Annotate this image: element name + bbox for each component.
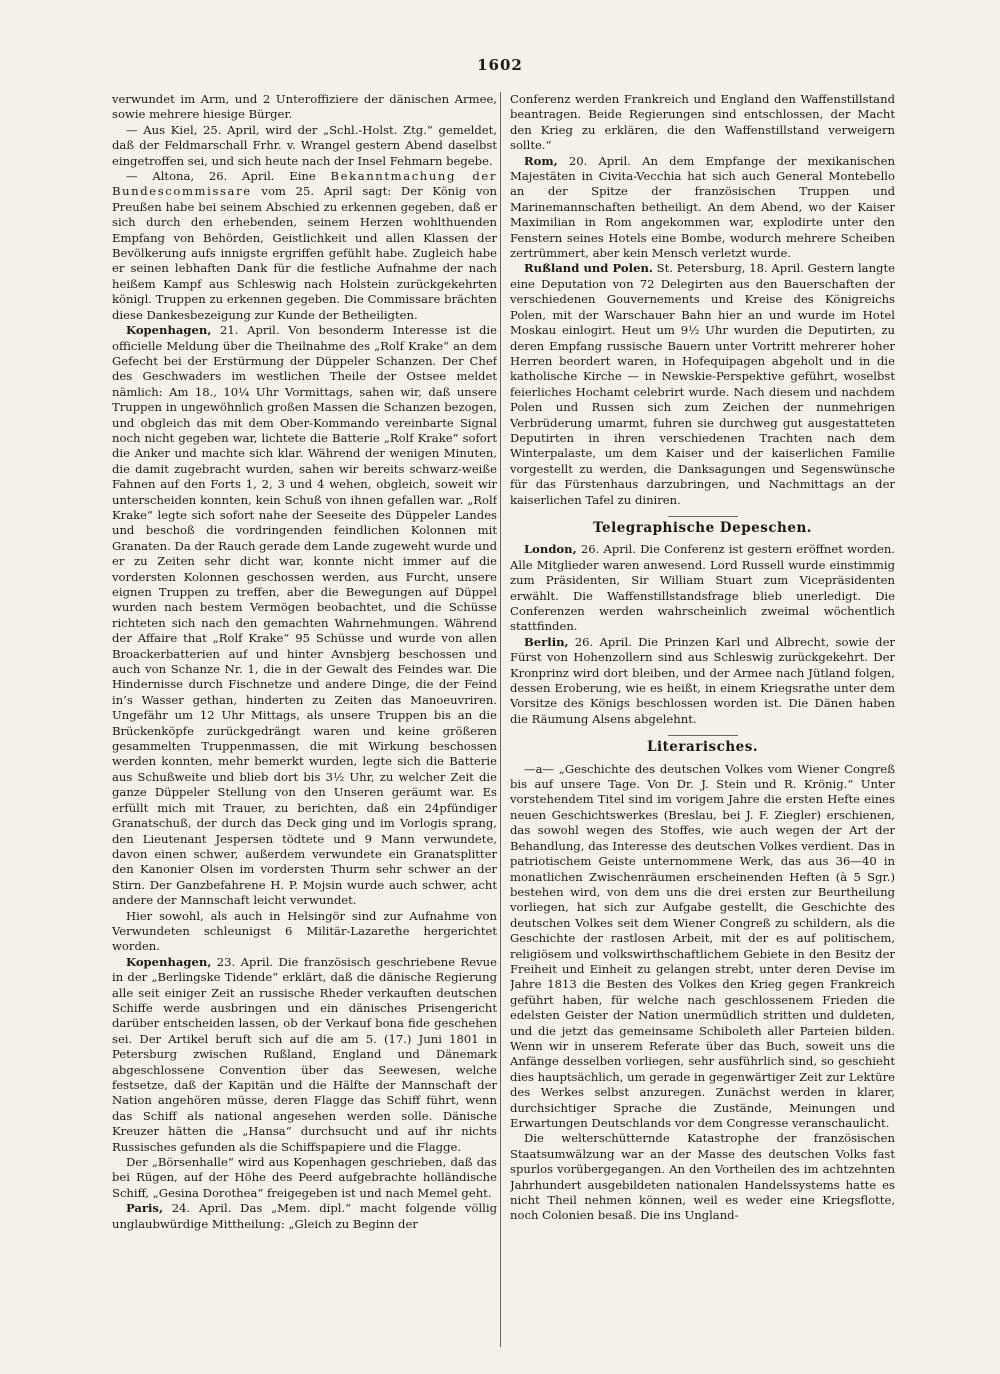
heading-literarisches: Literarisches. xyxy=(646,739,759,756)
dispatch-berlin: Berlin, 26. April. Die Prinzen Karl und Albrecht, sowie der Fürst von Hohenzollern sind aus Schleswig zurückgekehrt. Der Kronprinz wird dort bleiben, und der Armee nach Jütland folgen, dessen Eroberung, wie es heißt, in einem Kriegsrathe unter dem Vorsitze des Königs beschlossen worden ist. Die Dänen haben die Räumung Alsens abgelehnt. xyxy=(510,634,895,726)
review-geschichte-deutschen-volkes: —a— „Geschichte des deutschen Volkes vom Wiener Congreß bis auf unsere Tage. Von Dr. J. Stein und R. Krönig.“ Unter vorstehendem Titel sind im vorigem Jahre die ersten Hefte eines neuen Geschichtswerkes (Breslau, bei J. F. Ziegler) erschienen, das sowohl wegen des Stoffes, wie auch wegen der Art der Behandlung, das Interesse des deutschen Volkes verdient. Das in patriotischem Geiste unternommene Werk, das aus 36—40 in monatlichen Zwischenräumen erscheinenden Heften (à 5 Sgr.) bestehen wird, von dem uns die drei ersten zur Beurtheilung vorliegen, hat sich zur Aufgabe gestellt, die Geschichte des deutschen Volkes seit dem Wiener Congreß zu schildern, als die Geschichte der rastlosen Arbeit, mit der es auf politischem, religiösem und volkswirthschaftlichem Gebiete in den Besitz der Freiheit und Einheit zu gelangen strebt, unter deren Devise im Jahre 1813 die Besten des Volkes den Krieg gegen Frankreich geführt haben, für welche nach geschlossenem Frieden die edelsten Geister der Nation unermüdlich stritten und duldeten, und die jetzt das gemeinsame Schiboleth aller Parteien bilden. Wenn wir in unserem Referate über das Buch, soweit uns die Anfänge desselben vorliegen, sehr ausführlich sind, so geschieht dies hauptsächlich, um gerade in gegenwärtiger Zeit zur Lektüre des Werkes selbst anzuregen. Zunächst werden in klarer, durchsichtiger Sprache die Zustände, Meinungen und Erwartungen Deutschlands vor dem Congresse veranschaulicht. xyxy=(510,761,895,1130)
article-kiel: — Aus Kiel, 25. April, wird der „Schl.-Holst. Ztg.“ gemeldet, daß der Feldmarschall Frhr. v. Wrangel gestern Abend daselbst eingetroffen sei, und sich heute nach der Insel Fehmarn begebe. xyxy=(112,122,497,168)
heading-telegraphische-depeschen: Telegraphische Depeschen. xyxy=(593,519,812,536)
page-number: 1602 xyxy=(477,56,523,74)
article-rom: Rom, 20. April. An dem Empfange der mexikanischen Majestäten in Civita-Vecchia hat sich auch General Montebello an der Spitze der französischen Truppen und Marinemannschaften betheiligt. An dem Abend, wo der Kaiser Maximilian in Rom angekommen war, explodirte unter den Fenstern seines Hotels eine Bombe, wodurch mehrere Scheiben zertrümmert, aber kein Mensch verletzt wurde. xyxy=(510,153,895,261)
review-continuation: Die welterschütternde Katastrophe der französischen Staatsumwälzung war an der Masse des deutschen Volks fast spurlos vorübergegangen. An den Vortheilen des im achtzehnten Jahrhundert ausgebildeten nationalen Handelssystems hatte es nicht Theil nehmen können, weil es weder eine Kriegsflotte, noch Colonien besaß. Die ins Ungland- xyxy=(510,1131,895,1223)
article-boersenhalle: Der „Börsenhalle“ wird aus Kopenhagen geschrieben, daß das bei Rügen, auf der Höhe des Peerd aufgebrachte holländische Schiff, „Gesina Dorothea“ freigegeben ist und nach Memel geht. xyxy=(112,1155,497,1200)
article-russland-polen: Rußland und Polen. St. Petersburg, 18. April. Gestern langte eine Deputation von 72 Delegirten aus den Bauerschaften der verschiedenen Gouvernements und Kreise des Königreichs Polen, mit der Warschauer Bahn hier an und wurde im Hotel Moskau einlogirt. Heut um 9½ Uhr wurden die Deputirten, zu deren Empfang russische Bauern unter Vortritt mehrerer hoher Herren beordert waren, in Hofequipagen abgeholt und in die katholische Kirche — in Newskie-Perspektive geführt, woselbst feierliches Hochamt celebrirt wurde. Nach diesem und nachdem Polen und Russen sich zum Zeichen der nunmehrigen Verbrüderung umarmt, fuhren sie durchweg gut ausgestatteten Deputirten in ihren verschiedenen Trachten nach dem Winterpalaste, um dem Kaiser und der kaiserlichen Familie vorgestellt zu werden, die Danksagungen und Segenswünsche für das Fürstenhaus darzubringen, und Nachmittags an der kaiserlichen Tafel zu diniren. xyxy=(510,261,895,507)
article-paris: Paris, 24. April. Das „Mem. dipl.“ macht folgende völlig unglaubwürdige Mittheilung: „Gleich zu Beginn der xyxy=(112,1201,497,1231)
article-paris-continued: Conferenz werden Frankreich und England den Waffenstillstand beantragen. Beide Regierungen sind entschlossen, der Macht den Krieg zu erklären, die den Waffenstillstand verweigern sollte.“ xyxy=(510,92,895,153)
section-divider xyxy=(668,516,738,517)
column-divider xyxy=(500,92,501,1347)
article-wounded-report: verwundet im Arm, und 2 Unteroffiziere der dänischen Armee, sowie mehrere hiesige Bürger. xyxy=(112,92,497,122)
article-kopenhagen-23: Kopenhagen, 23. April. Die französisch geschriebene Revue in der „Berlingske Tidende“ erklärt, daß die dänische Regierung alle seit einiger Zeit an russische Rheder verkauften deutschen Schiffe werde ausbringen und ein dänisches Prisengericht darüber entscheiden lassen, ob der Verkauf bona fide geschehen sei. Der Artikel beruft sich auf die am 5. (17.) Juni 1801 in Petersburg zwischen Rußland, England und Dänemark abgeschlossene Convention über das Seewesen, welche festsetze, daß der Kapitän und die Hälfte der Mannschaft der Nation angehören müsse, deren Flagge das Schiff führt, wenn das Schiff als national angesehen werden solle. Dänische Kreuzer hätten die „Hansa“ durchsucht und auf ihr nichts Russisches gefunden als die Schiffspapiere und die Flagge. xyxy=(112,954,497,1154)
article-helsingoer: Hier sowohl, als auch in Helsingör sind zur Aufnahme von Verwundeten schleunigst 6 Militär-Lazarethe hergerichtet worden. xyxy=(112,908,497,954)
right-column xyxy=(510,92,895,1347)
left-column xyxy=(112,92,497,1347)
article-kopenhagen-21: Kopenhagen, 21. April. Von besonderm Interesse ist die officielle Meldung über die Theilnahme des „Rolf Krake“ an dem Gefecht bei der Erstürmung der Düppeler Schanzen. Der Chef des Geschwaders im westlichen Theile der Ostsee meldet nämlich: Am 18., 10¼ Uhr Vormittags, sahen wir, daß unsere Truppen in ungewöhnlich großen Massen die Schanzen bezogen, und obgleich das mit dem Ober-Kommando vereinbarte Signal noch nicht gegeben war, lichtete die Batterie „Rolf Krake“ sofort die Anker und machte sich klar. Während der wenigen Minuten, die damit zugebracht wurden, sahen wir bereits schwarz-weiße Fahnen auf den Forts 1, 2, 3 und 4 wehen, obgleich, soweit wir unterscheiden konnten, kein Schuß von ihnen gefallen war. „Rolf Krake“ legte sich sofort nahe der Seeseite des Düppeler Landes und beschoß die vordringenden feindlichen Kolonnen mit Granaten. Da der Rauch gerade dem Lande zugeweht wurde und er zu Zeiten sehr dicht war, konnte nicht immer auf die vordersten Kolonnen geschossen werden, aus Furcht, unsere eignen Truppen zu treffen, aber die Bewegungen auf Düppel wurden nach bestem Vermögen beobachtet, und die Schüsse richteten sich nach den gemachten Wahrnehmungen. Während der Affaire that „Rolf Krake“ 95 Schüsse und wurde von allen Broackerbatterien auf und hinter Avnsbjerg beschossen und auch von Schanze Nr. 1, die in der Gewalt des Feindes war. Die Hindernisse durch Fischnetze und andere Dinge, die der Feind in’s Wasser gethan, hinderten zu Zeiten das Manoeuvriren. Ungefähr um 12 Uhr Mittags, als unsere Truppen bis an die Brückenköpfe zurückgedrängt waren und keine größeren gesammelten Truppenmassen, die mit Wirkung beschossen werden konnten, mehr bemerkt wurden, legte sich die Batterie aus Schußweite und blieb dort bis 3½ Uhr, zu welcher Zeit die ganze Düppeler Stellung von den Unseren geräumt war. Es erfüllt mich mit Trauer, zu berichten, daß ein 24pfündiger Granatschuß, der durch das Deck ging und im Vorlogis sprang, den Lieutenant Jespersen tödtete und 9 Mann verwundete, davon einen schwer, außerdem verwundete ein Granatsplitter den Kanonier Olsen im vordersten Thurm sehr schwer an der Stirn. Der Ganzbefahrene H. P. Mojsin wurde auch schwer, acht andere der Mannschaft leicht verwundet. xyxy=(112,323,497,908)
dispatch-london: London, 26. April. Die Conferenz ist gestern eröffnet worden. Alle Mitglieder waren anwesend. Lord Russell wurde einstimmig zum Präsidenten, Sir William Stuart zum Vicepräsidenten erwählt. Die Waffenstillstandsfrage blieb unerledigt. Die Conferenzen werden wahrscheinlich zweimal wöchentlich stattfinden. xyxy=(510,542,895,634)
article-altona: — Altona, 26. April. Eine Bekanntmachung der Bundescommissare vom 25. April sagt: Der König von Preußen habe bei seinem Abschied zu erkennen gegeben, daß er sich durch den erhebenden, seinem Herzen wohlthuenden Empfang von Behörden, Geistlichkeit und allen Klassen der Bevölkerung aufs innigste ergriffen gefühlt habe. Zugleich habe er seinen lebhaften Dank für die festliche Aufnahme der nach heißem Kampf aus Schleswig nach Holstein zurückgekehrten königl. Truppen zu erkennen gegeben. Die Commissare brächten diese Dankesbezeigung zur Kunde der Betheiligten. xyxy=(112,169,497,322)
section-divider xyxy=(668,735,738,736)
